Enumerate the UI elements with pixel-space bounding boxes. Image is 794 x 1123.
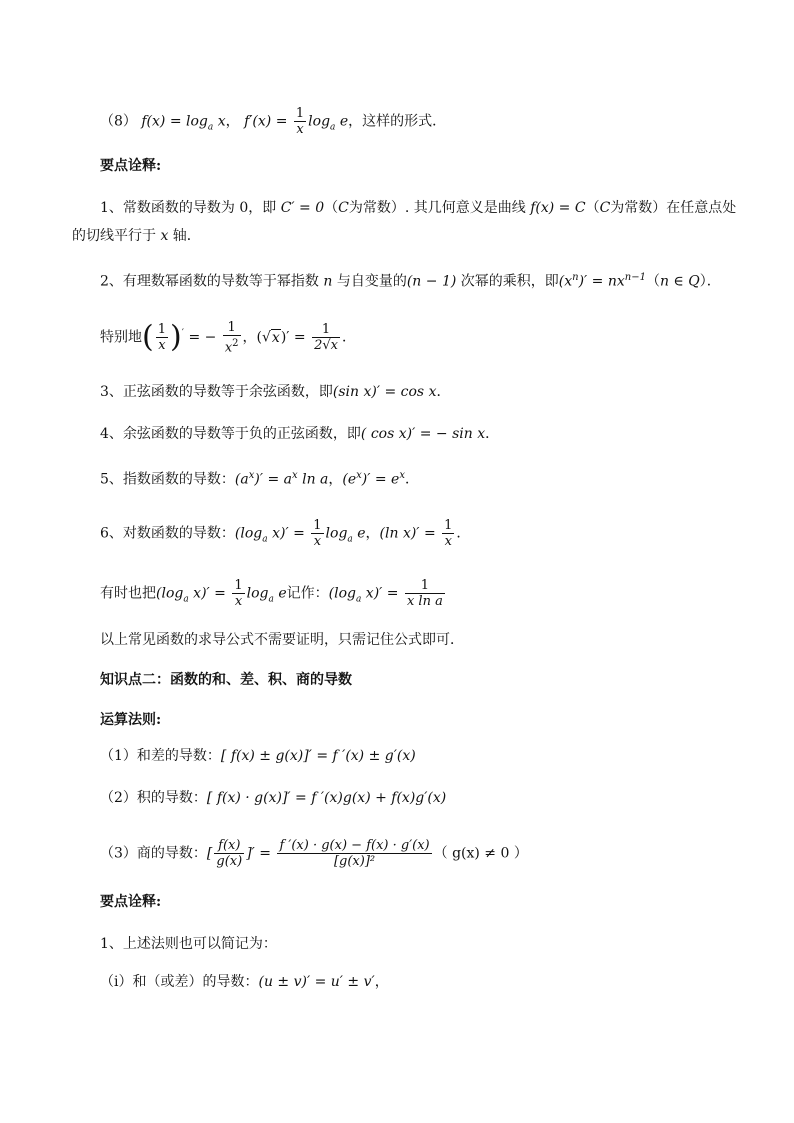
formula-8: （8） $f(x) = \log_a x$， f′(x) = $\frac{1}{x}$ $\log_a e$，这样的形式． bbox=[100, 106, 447, 137]
paragraph-1a: 1、常数函数的导数为 0，即 C′ = 0（C为常数）. 其几何意义是曲线 f(x) = C（C为常数）在任意点处 bbox=[100, 200, 737, 216]
heading-knowledge-point-2: 知识点二：函数的和、差、积、商的导数 bbox=[100, 672, 352, 688]
paragraph-4: 4、余弦函数的导数等于负的正弦函数，即( cos x)′ = − sin x． bbox=[100, 426, 500, 442]
paragraph-3: 3、正弦函数的导数等于余弦函数，即(sin x)′ = cos x． bbox=[100, 384, 451, 400]
heading-rules: 运算法则: bbox=[100, 712, 162, 728]
paragraph-2b: 特别地( $\frac{1}{x}$ )′ = − $\frac{1}{x^2}$ ，(√x)′ = $\frac{1}{2√x}$ ． bbox=[100, 319, 356, 356]
fraction: $\frac{f '(x) \cdot g(x) - f(x) \cdot g'(x)}{\text{[g(x)]²}}$ bbox=[279, 838, 430, 869]
paragraph-q2: （ⅰ）和（或差）的导数：(u ± v)′ = u′ ± v′， bbox=[100, 974, 389, 990]
rule-1: （1）和差的导数：[ f(x) ± g(x)]′ = f ′(x) ± g′(x) bbox=[100, 748, 416, 764]
fraction: $\frac{1}{x}$ bbox=[295, 106, 305, 137]
fraction: $\frac{f(x)}{g(x)}$ bbox=[216, 838, 243, 869]
fraction: $\frac{1}{x}$ bbox=[157, 322, 166, 354]
fraction: $\frac{1}{x^2}$ bbox=[224, 320, 239, 356]
fraction: $\frac{1}{x}$ bbox=[234, 578, 243, 609]
fraction: $\frac{1}{\text{x ln a}}$ bbox=[406, 578, 443, 609]
paragraph-2: 2、有理数幂函数的导数等于幂指数 n 与自变量的(n − 1) 次幂的乘积，即$(x^n)' = nx^{n-1}(n$ ∈ Q）． bbox=[100, 272, 721, 290]
paragraph-q1: 1、上述法则也可以简记为： bbox=[100, 936, 277, 952]
fraction: $\frac{1}{x}$ bbox=[313, 518, 322, 549]
rule-3: （3）商的导数：[ $\frac{f(x)}{g(x)}$ ]′ = $\frac{f '(x) \cdot g(x) - f(x) \cdot g'(x)}{\text{[g(x)]²}}$ （ g(x) ≠ 0 ） bbox=[100, 838, 528, 869]
paragraph-6: 6、对数函数的导数：($\log_a$ x)′ = $\frac{1}{x}$ $\log_a e$，(ln x)′ = $\frac{1}{x}$ ． bbox=[100, 518, 471, 549]
rule-2: （2）积的导数：[ f(x) · g(x)]′ = f ′(x)g(x) + f(x)g′(x) bbox=[100, 790, 447, 806]
paragraph-8: 以上常见函数的求导公式不需要证明，只需记住公式即可． bbox=[100, 632, 464, 648]
paragraph-7: 有时也把($\log_a$ x)′ = $\frac{1}{x}$ $\log_a e$记作：($\log_a$ x)′ = $\frac{1}{\text{x ln a}}$ bbox=[100, 578, 443, 609]
paragraph-5: 5、指数函数的导数：$(a^x)' = a^x$ ln a，$(e^x)' = e^x$． bbox=[100, 470, 419, 488]
heading-key-points-2: 要点诠释: bbox=[100, 894, 162, 910]
paragraph-1b: 的切线平行于 x 轴． bbox=[72, 228, 201, 244]
fraction: $\frac{1}{2√x}$ bbox=[314, 322, 338, 354]
heading-key-points-1: 要点诠释: bbox=[100, 158, 162, 174]
fraction: $\frac{1}{x}$ bbox=[444, 518, 453, 549]
